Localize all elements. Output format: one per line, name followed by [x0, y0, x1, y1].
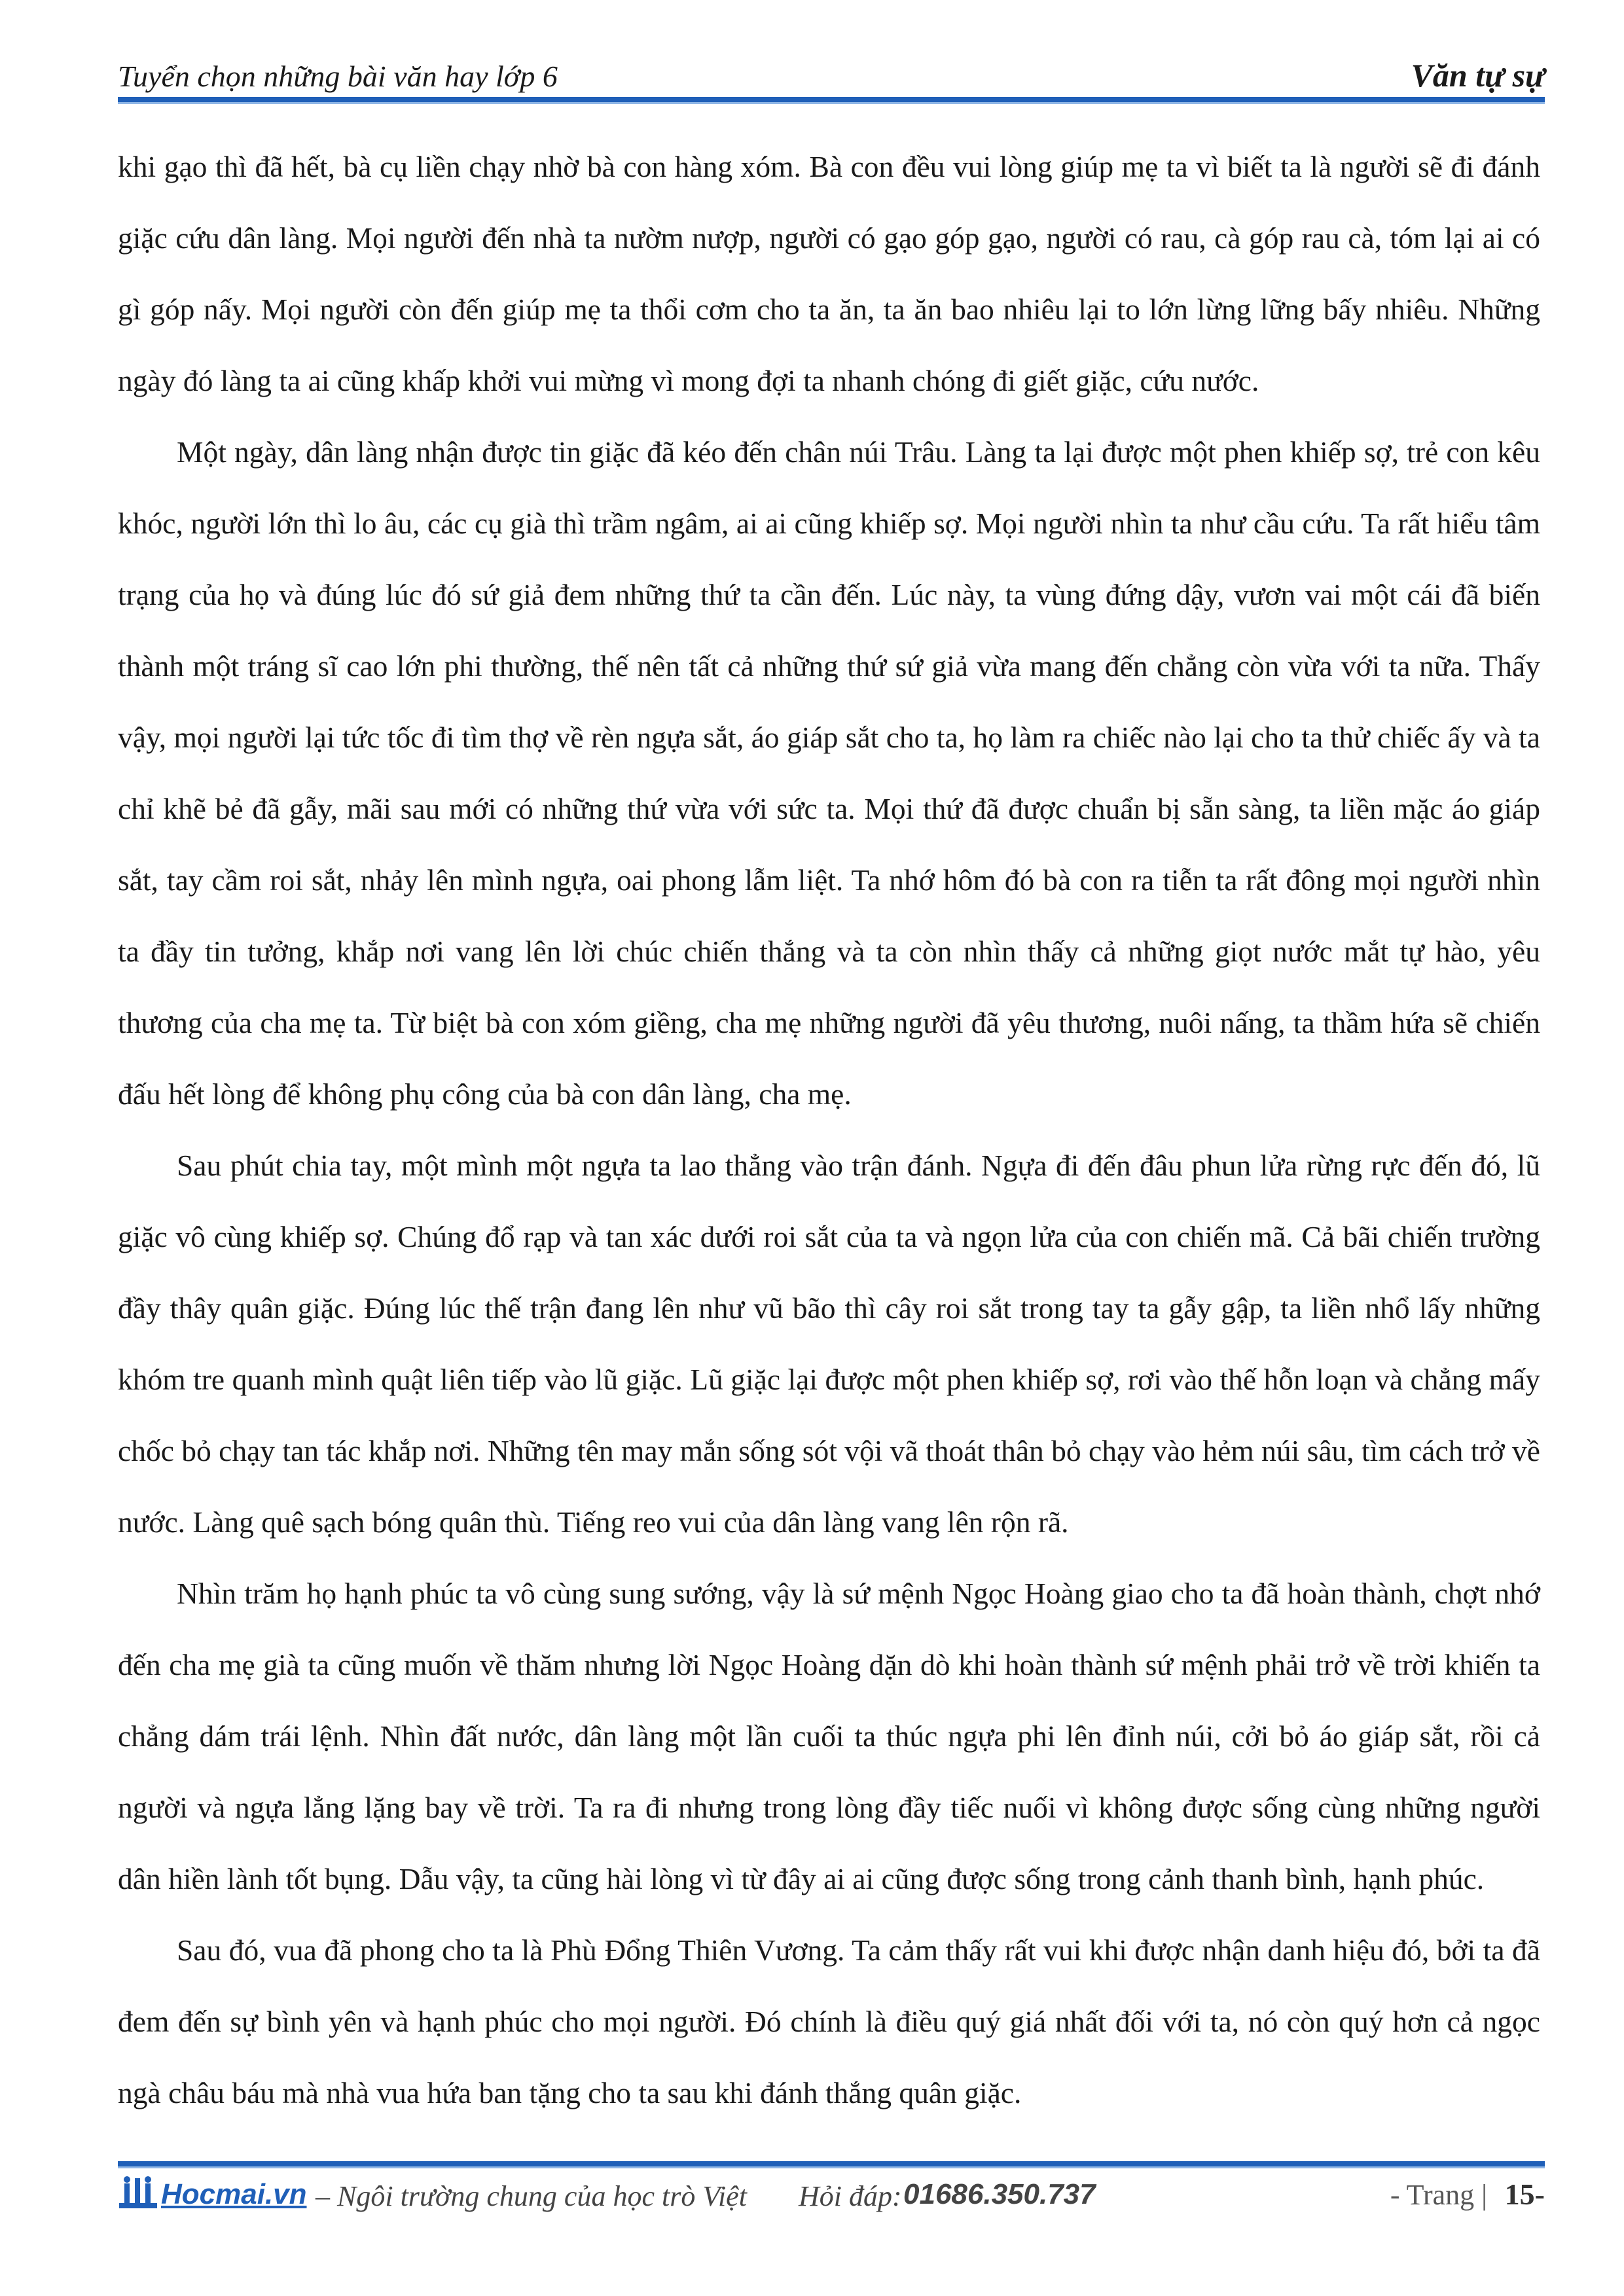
- hocmai-logo-icon: [118, 2174, 158, 2211]
- paragraph-4: Nhìn trăm họ hạnh phúc ta vô cùng sung sướng, vậy là sứ mệnh Ngọc Hoàng giao cho ta đã hoàn thành, chợt nhớ đến cha mẹ già ta cũng muốn về thăm nhưng lời Ngọc Hoàng dặn dò khi hoàn thành sứ mệnh phải trở về trời khiến ta chẳng dám trái lệnh. Nhìn đất nước, dân làng một lần cuối ta thúc ngựa phi lên đỉnh núi, cởi bỏ áo giáp sắt, rồi cả người và ngựa lẳng lặng bay về trời. Ta ra đi nhưng trong lòng đầy tiếc nuối vì không được sống cùng những người dân hiền lành tốt bụng. Dẫu vậy, ta cũng hài lòng vì từ đây ai ai cũng được sống trong cảnh thanh bình, hạnh phúc.: [118, 1577, 1540, 1895]
- paragraph-5: Sau đó, vua đã phong cho ta là Phù Đổng Thiên Vương. Ta cảm thấy rất vui khi được nhận danh hiệu đó, bởi ta đã đem đến sự bình yên và hạnh phúc cho mọi người. Đó chính là điều quý giá nhất đối với ta, nó còn quý hơn cả ngọc ngà châu báu mà nhà vua hứa ban tặng cho ta sau khi đánh thắng quân giặc.: [118, 1933, 1540, 2109]
- site-motto: – Ngôi trường chung của học trò Việt: [316, 2180, 747, 2212]
- paragraph-1: khi gạo thì đã hết, bà cụ liền chạy nhờ bà con hàng xóm. Bà con đều vui lòng giúp mẹ ta vì biết ta là người sẽ đi đánh giặc cứu dân làng. Mọi người đến nhà ta nườm nượp, người có gạo góp gạo, người có rau, cà góp rau cà, tóm lại ai có gì góp nấy. Mọi người còn đến giúp mẹ ta thổi cơm cho ta ăn, ta ăn bao nhiêu lại to lớn lừng lững bấy nhiêu. Những ngày đó làng ta ai cũng khấp khởi vui mừng vì mong đợi ta nhanh chóng đi giết giặc, cứu nước.: [118, 150, 1540, 397]
- hotline-number: 01686.350.737: [903, 2178, 1096, 2210]
- page-label: - Trang |: [1390, 2179, 1487, 2211]
- hotline-label: Hỏi đáp:: [799, 2180, 902, 2212]
- paragraph-3: Sau phút chia tay, một mình một ngựa ta lao thẳng vào trận đánh. Ngựa đi đến đâu phun lửa rừng rực đến đó, lũ giặc vô cùng khiếp sợ. Chúng đổ rạp và tan xác dưới roi sắt của ta và ngọn lửa của con chiến mã. Cả bãi chiến trường đầy thây quân giặc. Đúng lúc thế trận đang lên như vũ bão thì cây roi sắt trong tay ta gẫy gập, ta liền nhổ lấy những khóm tre quanh mình quật liên tiếp vào lũ giặc. Lũ giặc lại được một phen khiếp sợ, rơi vào thế hỗn loạn và chẳng mấy chốc bỏ chạy tan tác khắp nơi. Những tên may mắn sống sót vội vã thoát thân bỏ chạy vào hẻm núi sâu, tìm cách trở về nước. Làng quê sạch bóng quân thù. Tiếng reo vui của dân làng vang lên rộn rã.: [118, 1149, 1540, 1539]
- page-number: 15-: [1504, 2178, 1545, 2211]
- section-title: Văn tự sự: [1411, 57, 1545, 94]
- book-title: Tuyển chọn những bài văn hay lớp 6: [118, 60, 558, 93]
- document-body: [118, 131, 1540, 2128]
- header-divider: [118, 97, 1545, 104]
- site-link[interactable]: Hocmai.vn: [161, 2178, 307, 2210]
- footer-divider: [118, 2161, 1545, 2168]
- paragraph-2: Một ngày, dân làng nhận được tin giặc đã kéo đến chân núi Trâu. Làng ta lại được một phen khiếp sợ, trẻ con kêu khóc, người lớn thì lo âu, các cụ già thì trầm ngâm, ai ai cũng khiếp sợ. Mọi người nhìn ta như cầu cứu. Ta rất hiểu tâm trạng của họ và đúng lúc đó sứ giả đem những thứ ta cần đến. Lúc này, ta vùng đứng dậy, vươn vai một cái đã biến thành một tráng sĩ cao lớn phi thường, thế nên tất cả những thứ sứ giả vừa mang đến chẳng còn vừa với ta nữa. Thấy vậy, mọi người lại tức tốc đi tìm thợ về rèn ngựa sắt, áo giáp sắt cho ta, họ làm ra chiếc nào lại cho ta thử chiếc ấy và ta chỉ khẽ bẻ đã gẫy, mãi sau mới có những thứ vừa với sức ta. Mọi thứ đã được chuẩn bị sẵn sàng, ta liền mặc áo giáp sắt, tay cầm roi sắt, nhảy lên mình ngựa, oai phong lẫm liệt. Ta nhớ hôm đó bà con ra tiễn ta rất đông mọi người nhìn ta đầy tin tưởng, khắp nơi vang lên lời chúc chiến thắng và ta còn nhìn thấy cả những giọt nước mắt tự hào, yêu thương của cha mẹ ta. Từ biệt bà con xóm giềng, cha mẹ những người đã yêu thương, nuôi nấng, ta thầm hứa sẽ chiến đấu hết lòng để không phụ công của bà con dân làng, cha mẹ.: [118, 435, 1540, 1111]
- page-footer: [118, 2172, 1545, 2224]
